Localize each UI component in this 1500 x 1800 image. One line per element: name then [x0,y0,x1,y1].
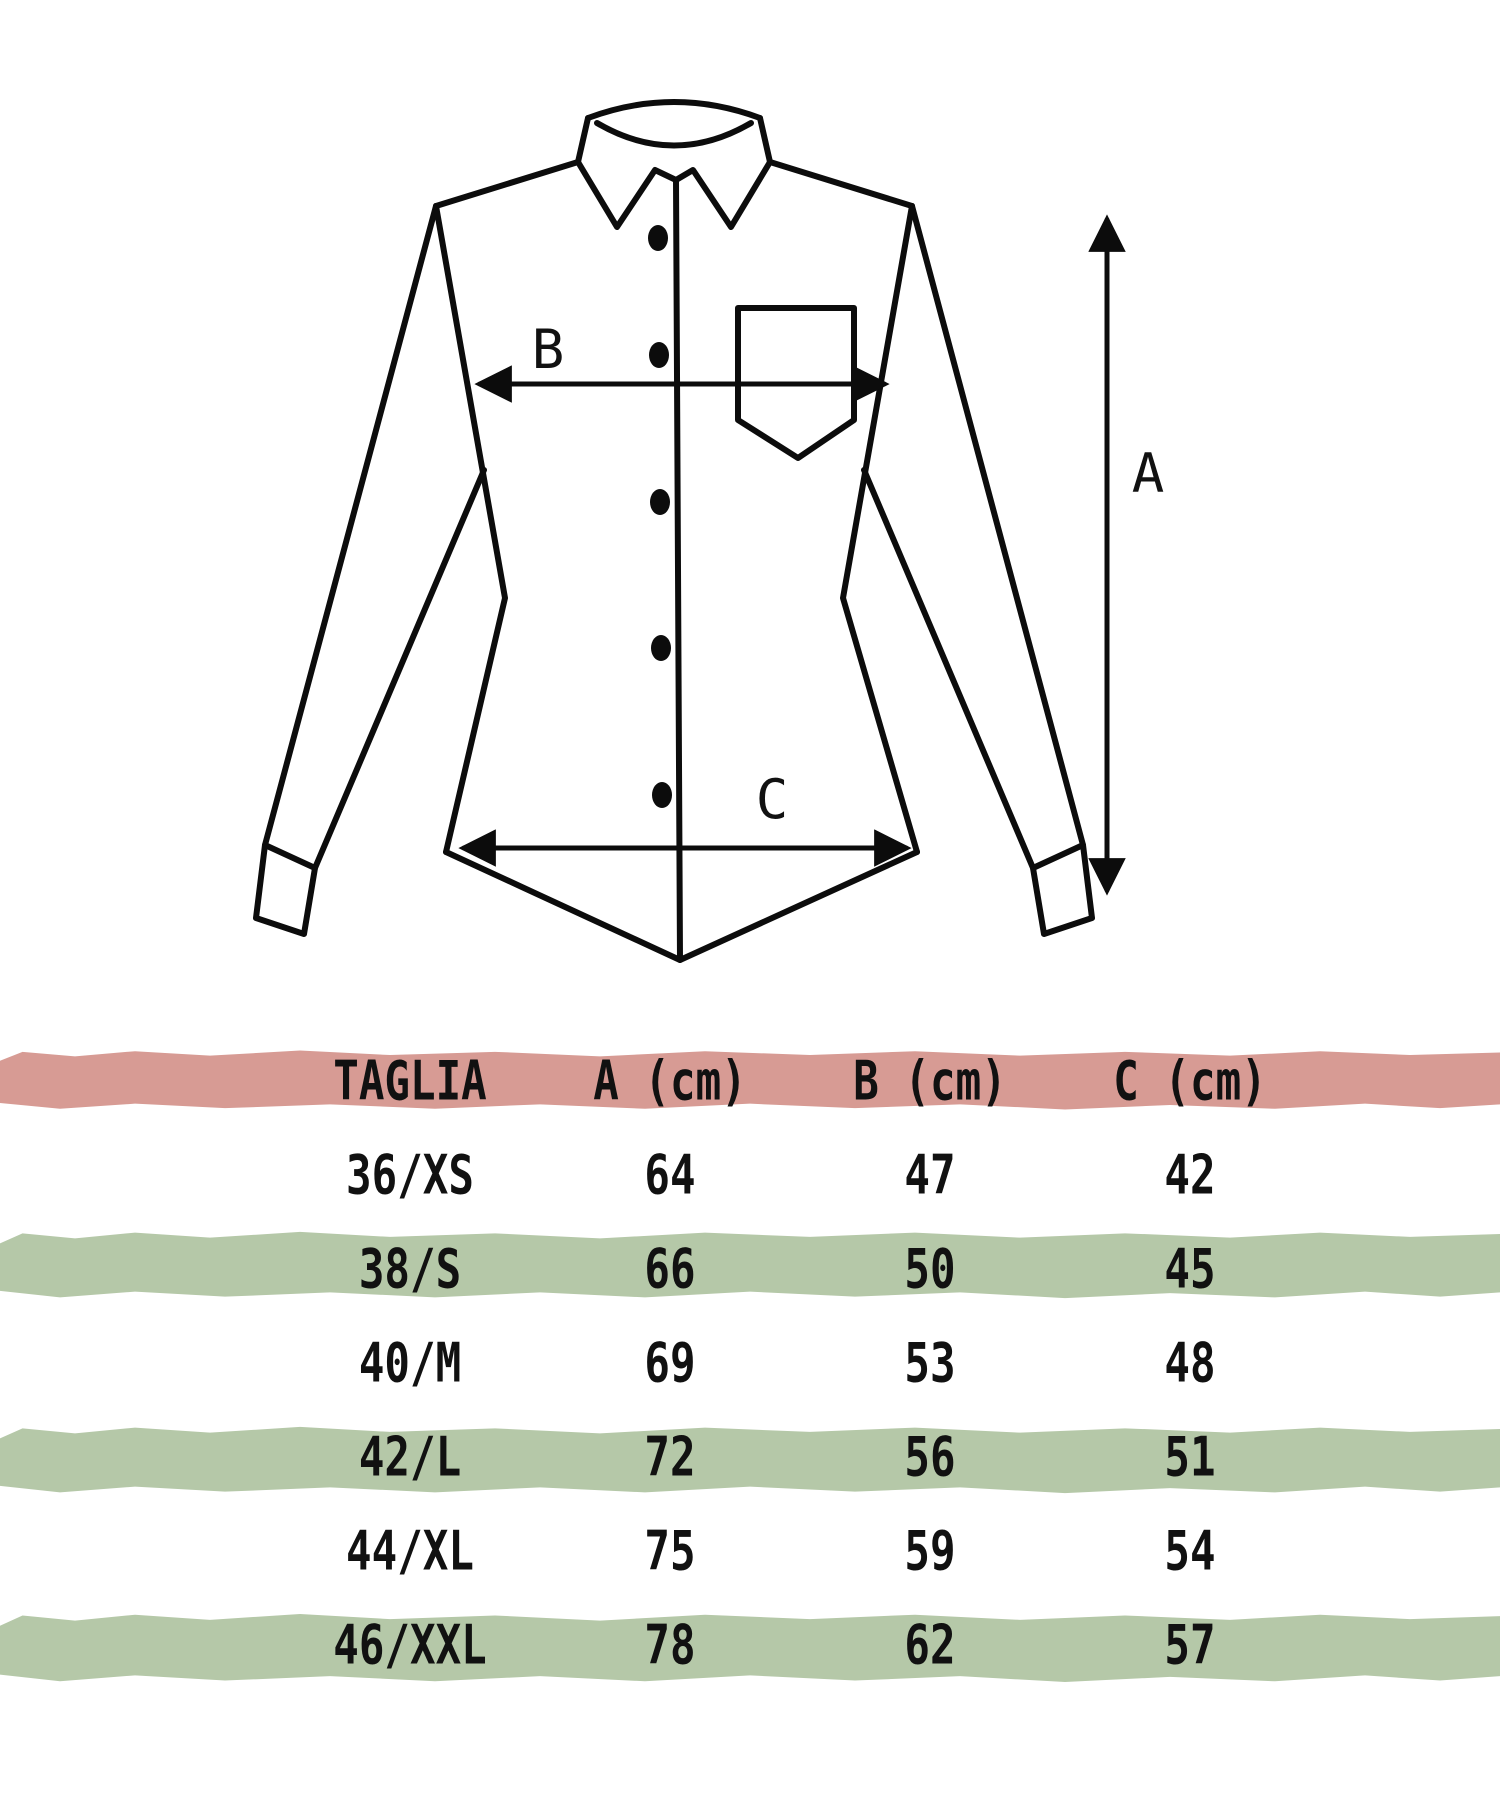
value-a-cell: 66 [644,1237,696,1301]
value-c-cell: 48 [1164,1331,1216,1395]
value-a-cell: 78 [644,1613,696,1677]
table-row [280,1222,1320,1316]
table-row [280,1598,1320,1692]
value-b-cell: 50 [904,1237,956,1301]
size-cell: 44/XL [346,1519,474,1583]
value-b-cell: 47 [904,1143,956,1207]
value-b-cell: 62 [904,1613,956,1677]
table-row [280,1316,1320,1410]
value-c-cell: 42 [1164,1143,1216,1207]
label-c: C [755,768,789,831]
value-a-cell: 75 [644,1519,696,1583]
value-c-cell: 51 [1164,1425,1216,1489]
value-c-cell: 57 [1164,1613,1216,1677]
column-header-size: TAGLIA [333,1049,487,1113]
label-b: B [531,318,565,381]
table-row [280,1504,1320,1598]
value-b-cell: 56 [904,1425,956,1489]
size-cell: 38/S [358,1237,462,1301]
value-c-cell: 54 [1164,1519,1216,1583]
value-b-cell: 53 [904,1331,956,1395]
value-b-cell: 59 [904,1519,956,1583]
value-a-cell: 69 [644,1331,696,1395]
size-cell: 40/M [358,1331,462,1395]
value-a-cell: 64 [644,1143,696,1207]
value-a-cell: 72 [644,1425,696,1489]
size-cell: 42/L [358,1425,462,1489]
size-cell: 36/XS [346,1143,474,1207]
table-row [280,1128,1320,1222]
table-row [280,1410,1320,1504]
value-c-cell: 45 [1164,1237,1216,1301]
size-cell: 46/XXL [333,1613,487,1677]
column-header-b: B (cm) [853,1049,1007,1113]
label-a: A [1131,442,1165,505]
table-header-row [280,1034,1320,1128]
column-header-a: A (cm) [593,1049,747,1113]
column-header-c: C (cm) [1113,1049,1267,1113]
